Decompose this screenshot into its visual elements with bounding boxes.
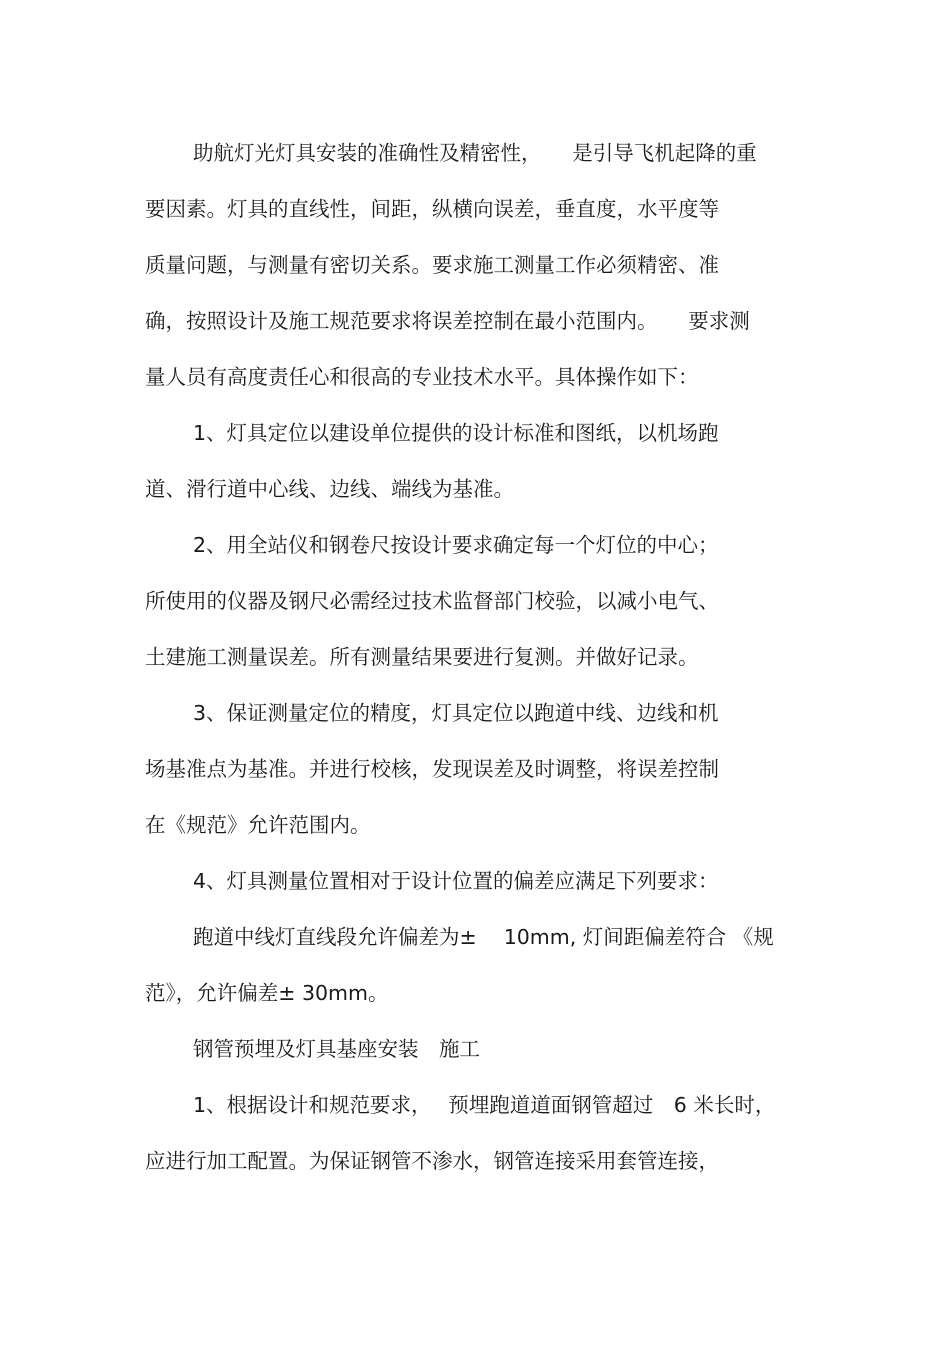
text-line: 4、灯具测量位置相对于设计位置的偏差应满足下列要求： — [193, 869, 719, 893]
text-line: 助航灯光灯具安装的准确性及精密性， 是引导飞机起降的重 — [193, 141, 757, 165]
text-line: 范》，允许偏差± 30mm。 — [145, 981, 389, 1005]
text-line: 钢管预埋及灯具基座安装 施工 — [193, 1037, 480, 1061]
text-line: 跑道中线灯直线段允许偏差为± 10mm, 灯间距偏差符合 《规 — [193, 925, 774, 949]
text-line: 1、根据设计和规范要求， 预埋跑道道面钢管超过 6 米长时， — [193, 1093, 776, 1117]
text-line: 场基准点为基准。并进行校核，发现误差及时调整，将误差控制 — [145, 757, 719, 781]
text-line: 应进行加工配置。为保证钢管不渗水，钢管连接采用套管连接， — [145, 1149, 719, 1173]
text-line: 土建施工测量误差。所有测量结果要进行复测。并做好记录。 — [145, 645, 699, 669]
text-line: 道、滑行道中心线、边线、端线为基准。 — [145, 477, 514, 501]
text-line: 要因素。灯具的直线性，间距，纵横向误差，垂直度，水平度等 — [145, 197, 719, 221]
text-line: 确，按照设计及施工规范要求将误差控制在最小范围内。 要求测 — [145, 309, 750, 333]
text-line: 3、保证测量定位的精度，灯具定位以跑道中线、边线和机 — [193, 701, 719, 725]
text-line: 质量问题，与测量有密切关系。要求施工测量工作必须精密、准 — [145, 253, 719, 277]
text-line: 1、灯具定位以建设单位提供的设计标准和图纸，以机场跑 — [193, 421, 719, 445]
text-line: 2、用全站仪和钢卷尺按设计要求确定每一个灯位的中心； — [193, 533, 719, 557]
text-line: 在《规范》允许范围内。 — [145, 813, 371, 837]
text-line: 量人员有高度责任心和很高的专业技术水平。具体操作如下： — [145, 365, 699, 389]
text-line: 所使用的仪器及钢尺必需经过技术监督部门校验，以减小电气、 — [145, 589, 719, 613]
